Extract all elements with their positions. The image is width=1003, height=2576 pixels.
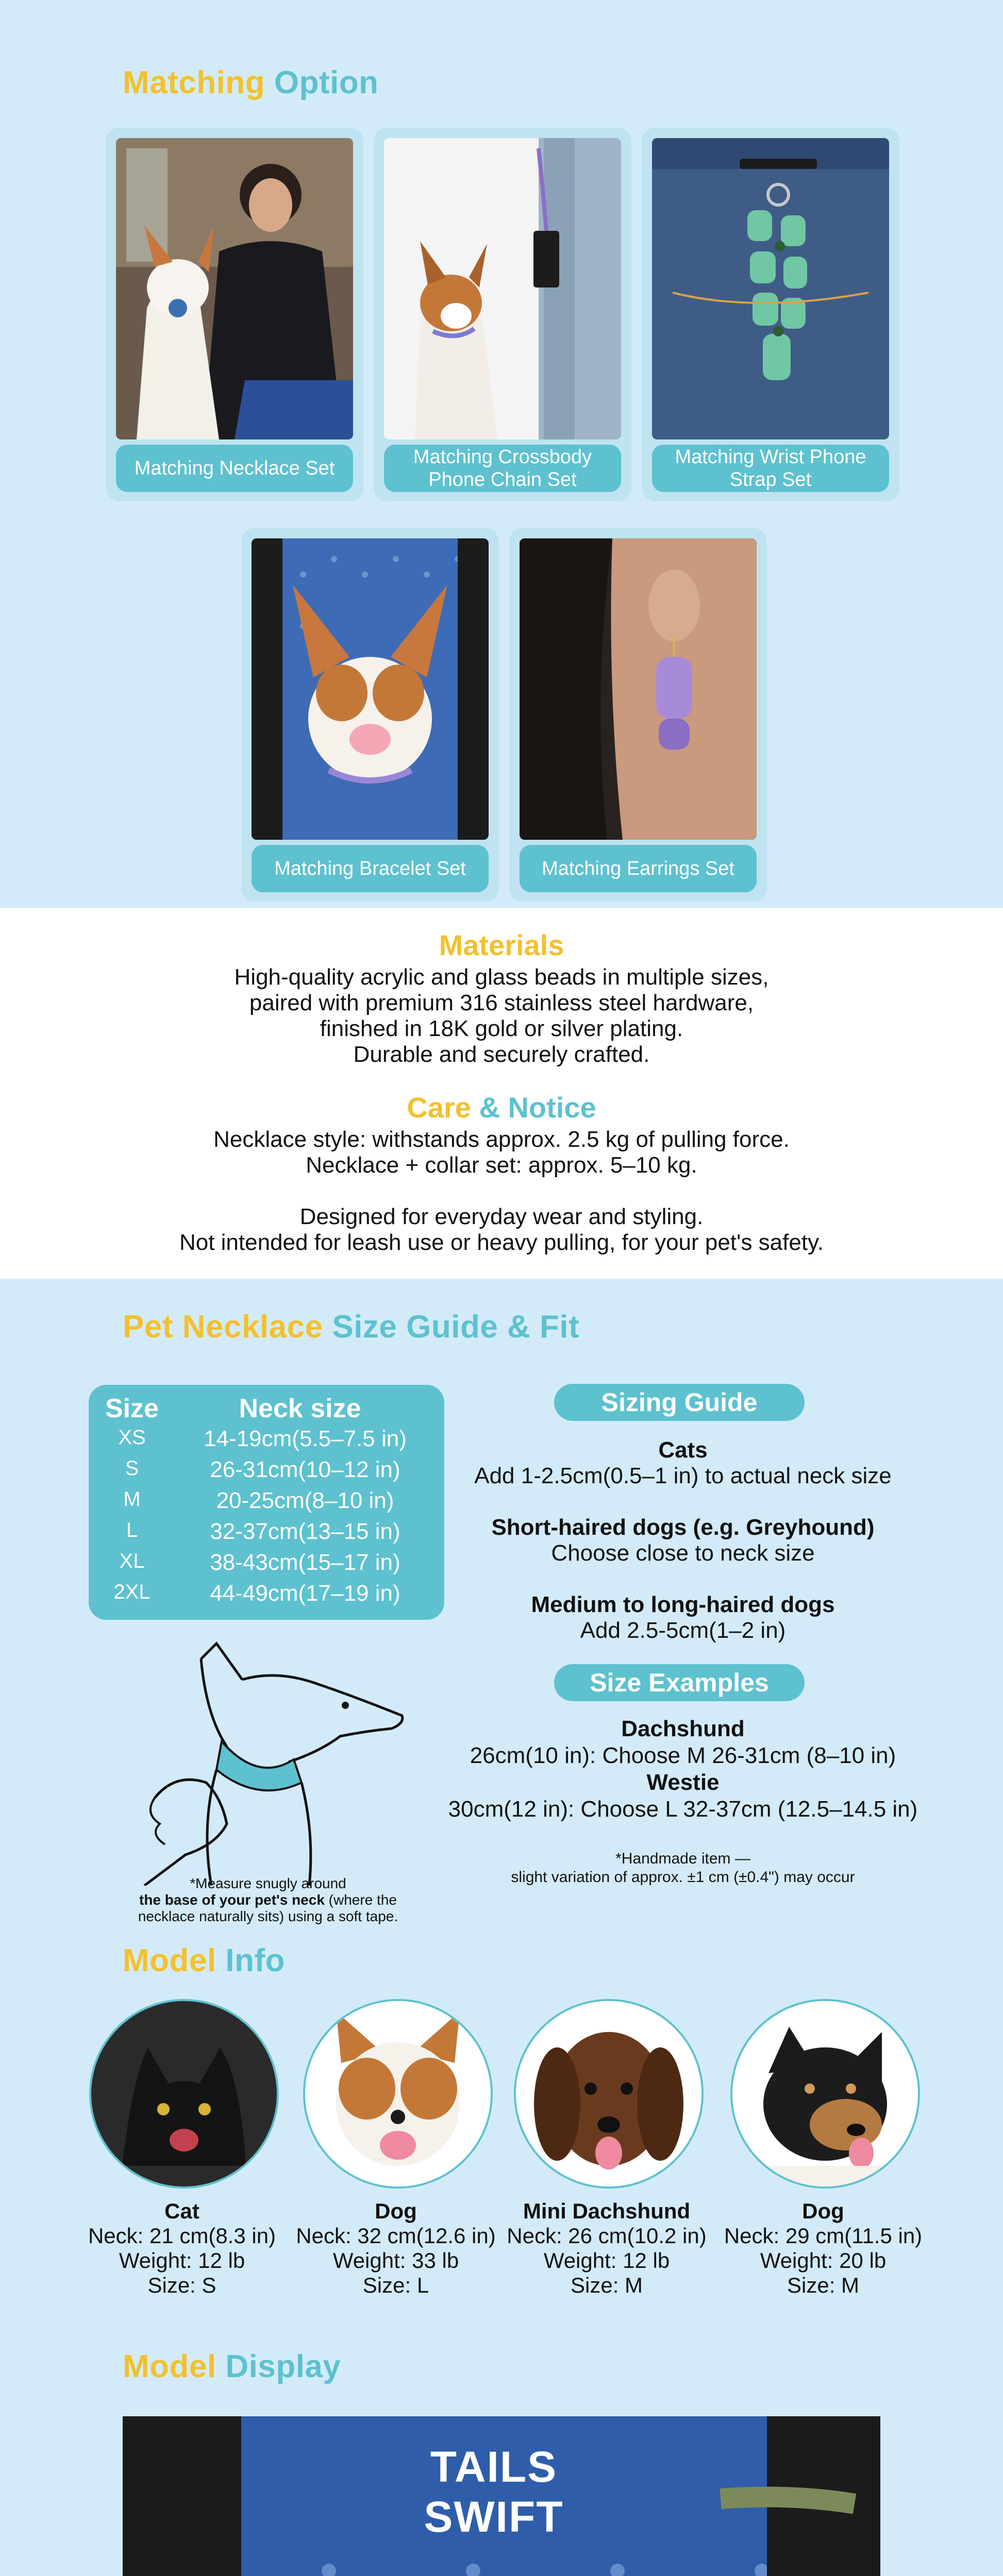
guide-body: Add 2.5-5cm(1–2 in) [580,1618,786,1643]
size-table-neck-cell: 14-19cm(5.5–7.5 in) [204,1426,407,1451]
size-table-size-cell: L [126,1519,138,1541]
size-table-size-cell: XL [119,1550,145,1572]
model-dog-info-1: Dog Neck: 32 cm(12.6 in) Weight: 33 lb Size: L [296,2199,496,2297]
sizing-guide-pill: Sizing Guide [554,1384,805,1421]
guide-body: Choose close to neck size [551,1540,815,1566]
care-line: Not intended for leash use or heavy pulling, for your pet's safety. [179,1230,824,1255]
matching-title [123,64,379,101]
materials-line: finished in 18K gold or silver plating. [320,1016,683,1041]
sizing-guide-list [402,1437,964,1643]
materials-line: Durable and securely crafted. [353,1042,650,1067]
matching-card-necklace[interactable] [106,128,363,501]
measure-note: *Measure snugly around the base of your pet's neck (where the necklace naturally sits) using a soft tape. [138,1875,398,1924]
size-table-neck-cell: 44-49cm(17–19 in) [210,1581,400,1606]
guide-head: Short-haired dogs (e.g. Greyhound) [491,1515,875,1540]
care-line: Necklace style: withstands approx. 2.5 kg of pulling force. [213,1127,790,1152]
care-line: Designed for everyday wear and styling. [299,1204,704,1229]
matching-title-b: Option [274,65,379,100]
measure-illustration [124,1628,412,1886]
matching-title-a: Matching [123,65,265,100]
size-examples-list [402,1716,964,1823]
model-dog-photo-1 [303,1999,493,2189]
size-table-head-size: Size [105,1394,159,1423]
size-table-size-cell: S [125,1457,139,1480]
materials-line: paired with premium 316 stainless steel hardware, [249,990,754,1015]
materials-care-section [0,908,1003,1279]
size-table-head-neck: Neck size [239,1394,361,1423]
size-table-neck-cell: 26-31cm(10–12 in) [210,1457,400,1482]
brand-watermark: TAILS SWIFT [424,2443,564,2541]
size-table-size-cell: 2XL [113,1581,151,1603]
matching-card-earrings[interactable] [509,528,767,902]
materials-title: Materials [439,929,564,961]
model-cat-photo [89,1999,279,2189]
handmade-note: *Handmade item — slight variation of approx. ±1 cm (±0.4") may occur [511,1850,855,1886]
size-table [89,1385,444,1620]
wrist-set-label: Matching Wrist Phone Strap Set [652,445,889,492]
necklace-set-photo [116,138,353,439]
model-dachshund-photo [514,1999,704,2189]
care-line: Necklace + collar set: approx. 5–10 kg. [306,1153,697,1178]
bracelet-set-photo [252,538,489,840]
example-head: Dachshund [621,1716,745,1741]
matching-card-bracelet[interactable] [241,528,499,902]
materials-line: High-quality acrylic and glass beads in multiple sizes, [234,964,769,990]
guide-body: Add 1-2.5cm(0.5–1 in) to actual neck size [474,1463,892,1488]
care-text [0,1127,1003,1256]
matching-card-crossbody[interactable] [374,128,631,501]
model-display-title: Model Display [123,2349,341,2384]
example-head: Westie [646,1770,720,1795]
care-title: Care & Notice [407,1091,596,1124]
size-examples-pill: Size Examples [554,1664,805,1701]
size-table-neck-cell: 32-37cm(13–15 in) [210,1519,400,1544]
guide-head: Cats [658,1437,708,1463]
model-dachshund-info: Mini Dachshund Neck: 26 cm(10.2 in) Weight: 12 lb Size: M [507,2199,707,2297]
matching-card-wrist[interactable] [642,128,899,501]
model-display-photo [123,2416,880,2576]
size-table-neck-cell: 38-43cm(15–17 in) [210,1550,400,1575]
size-table-neck-cell: 20-25cm(8–10 in) [216,1488,394,1513]
size-table-size-cell: XS [118,1426,146,1449]
model-dog-info-2: Dog Neck: 29 cm(11.5 in) Weight: 20 lb Size: M [724,2199,923,2297]
crossbody-set-photo [384,138,621,439]
materials-text [0,964,1003,1067]
bracelet-set-label: Matching Bracelet Set [252,845,489,892]
crossbody-set-label: Matching Crossbody Phone Chain Set [384,445,621,492]
guide-head: Medium to long-haired dogs [531,1592,835,1617]
example-body: 30cm(12 in): Choose L 32-37cm (12.5–14.5 in) [448,1797,918,1822]
model-cat-info: Cat Neck: 21 cm(8.3 in) Weight: 12 lb Size: S [88,2199,276,2297]
earrings-set-photo [520,538,757,840]
example-body: 26cm(10 in): Choose M 26-31cm (8–10 in) [470,1743,896,1768]
necklace-set-label: Matching Necklace Set [116,445,353,492]
size-table-size-cell: M [123,1488,141,1511]
model-dog-photo-2 [730,1999,920,2189]
wrist-set-photo [652,138,889,439]
earrings-set-label: Matching Earrings Set [520,845,757,892]
size-guide-title: Pet Necklace Size Guide & Fit [123,1309,580,1345]
model-info-title: Model Info [123,1943,285,1978]
